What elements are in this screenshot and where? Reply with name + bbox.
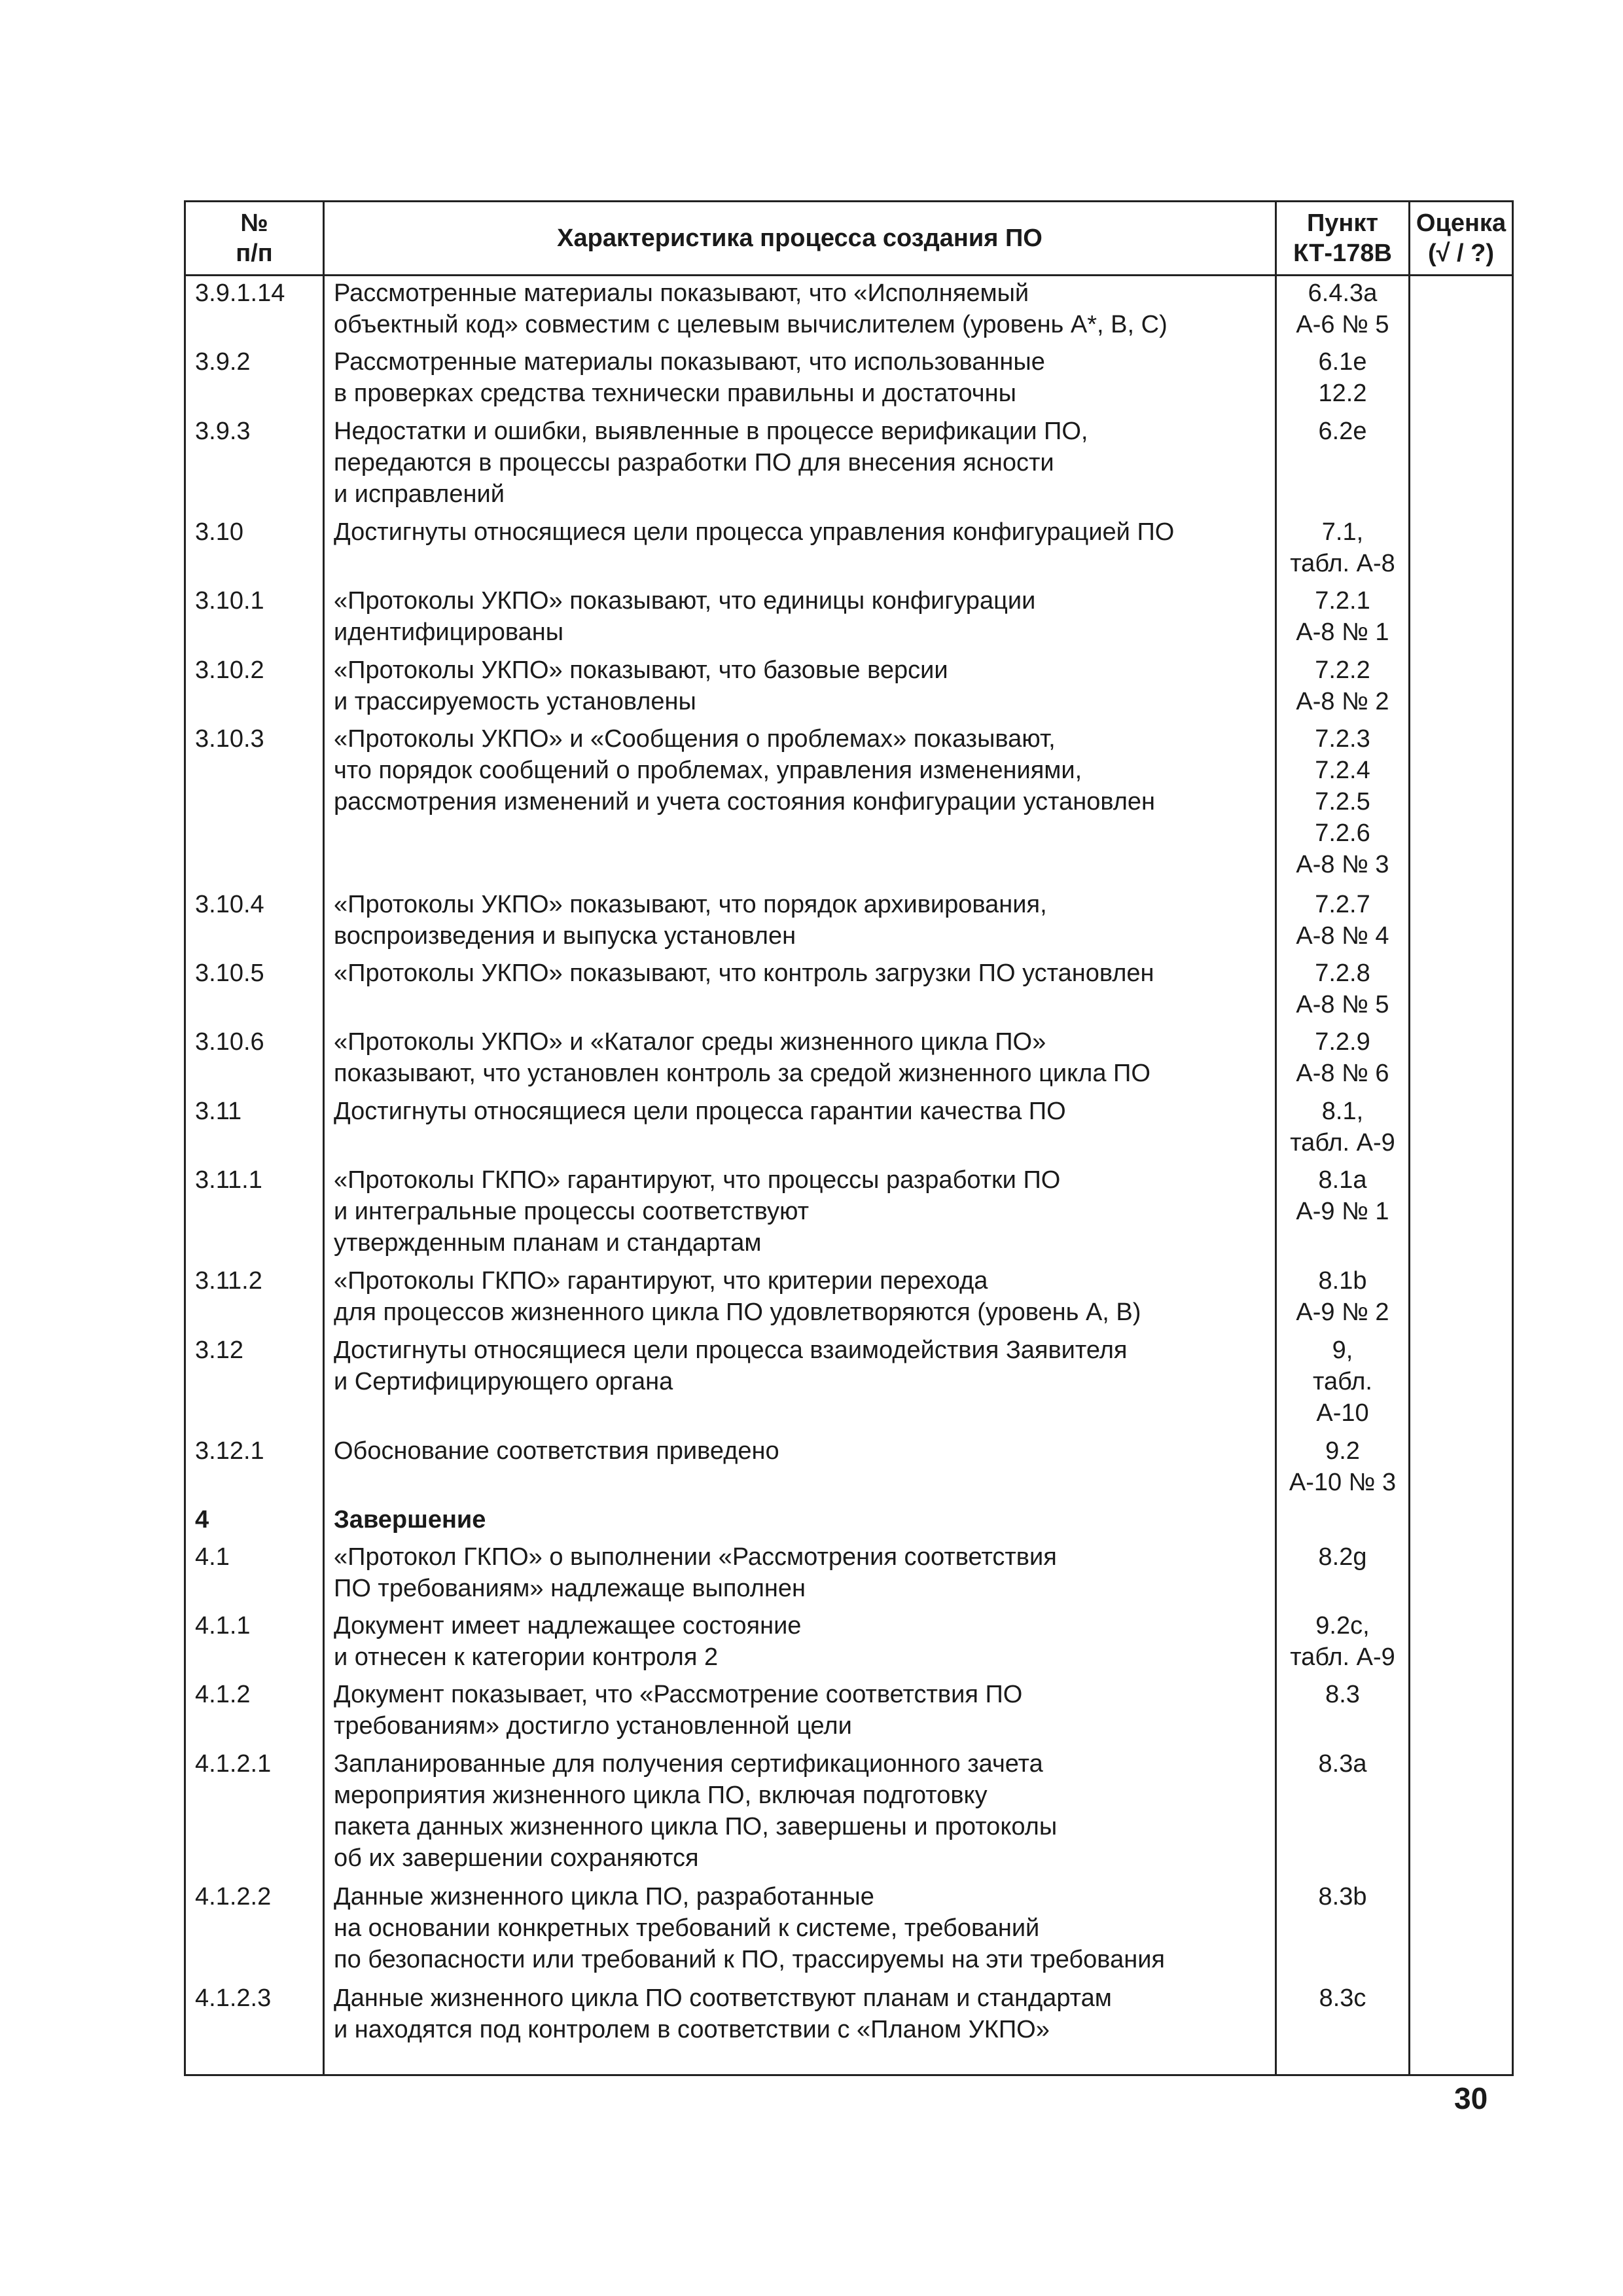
- row-number: [185, 1540, 324, 1609]
- table-row: [185, 1434, 1513, 1503]
- row-reference: [1276, 1434, 1410, 1503]
- filler-cell: [185, 2050, 324, 2075]
- row-number: [185, 1434, 324, 1503]
- row-reference: [1276, 276, 1410, 346]
- row-description-text: Рассмотренные материалы показывают, что использованные в проверках средства технически правильны и достаточны: [334, 348, 1045, 408]
- row-description: [324, 722, 1276, 888]
- row-reference-text: 7.2.1 А-8 № 1: [1296, 587, 1389, 647]
- table-row: [185, 1163, 1513, 1264]
- row-description: [324, 1677, 1276, 1746]
- row-description-text: Достигнуты относящиеся цели процесса взаимодействия Заявителя и Сертифицирующего органа: [334, 1336, 1128, 1395]
- row-number-text: 3.10.3: [195, 725, 264, 753]
- row-description-text: Документ имеет надлежащее состояние и отнесен к категории контроля 2: [334, 1612, 802, 1671]
- row-reference-text: 7.2.3 7.2.4 7.2.5 7.2.6 А-8 № 3: [1296, 725, 1389, 879]
- row-description: [324, 956, 1276, 1025]
- row-description: [324, 888, 1276, 956]
- row-description: [324, 276, 1276, 346]
- row-grade: [1410, 1163, 1513, 1264]
- row-number: [185, 345, 324, 414]
- row-description: [324, 1503, 1276, 1539]
- row-reference-text: 8.3b: [1318, 1883, 1367, 1911]
- row-grade: [1410, 1025, 1513, 1094]
- filler-cell: [1410, 2050, 1513, 2075]
- row-number-text: 4.1: [195, 1543, 230, 1571]
- row-reference: [1276, 345, 1410, 414]
- row-description: [324, 1163, 1276, 1264]
- row-description-text: Недостатки и ошибки, выявленные в процессе верификации ПО, передаются в процессы разработки ПО для внесения ясности и исправлений: [334, 417, 1088, 508]
- row-reference: [1276, 515, 1410, 584]
- row-reference-text: 7.2.9 А-8 № 6: [1296, 1028, 1389, 1088]
- row-reference-text: 8.1a А-9 № 1: [1296, 1166, 1389, 1225]
- table-row: [185, 1747, 1513, 1880]
- row-number: [185, 276, 324, 346]
- row-description: [324, 1981, 1276, 2050]
- row-number: [185, 1333, 324, 1434]
- row-reference: [1276, 1333, 1410, 1434]
- row-reference: [1276, 1540, 1410, 1609]
- row-reference-text: 8.1b А-9 № 2: [1296, 1267, 1389, 1327]
- row-number: [185, 1264, 324, 1333]
- table-row: [185, 414, 1513, 515]
- table-row: [185, 515, 1513, 584]
- header-description: Характеристика процесса создания ПО: [324, 202, 1276, 276]
- table-row: [185, 1503, 1513, 1539]
- row-description-text: «Протоколы УКПО» показывают, что базовые версии и трассируемость установлены: [334, 656, 948, 715]
- row-grade: [1410, 653, 1513, 722]
- table-row: [185, 276, 1513, 346]
- table-row: [185, 1094, 1513, 1163]
- row-reference: [1276, 1609, 1410, 1677]
- row-description: [324, 584, 1276, 653]
- table-row: [185, 1609, 1513, 1677]
- table-row: [185, 1025, 1513, 1094]
- row-number: [185, 956, 324, 1025]
- table-row: [185, 1880, 1513, 1981]
- row-reference: [1276, 1264, 1410, 1333]
- filler-cell: [324, 2050, 1276, 2075]
- row-description-text: «Протоколы УКПО» и «Сообщения о проблемах» показывают, что порядок сообщений о проблемах, управления изменениями, рассмотрения изменений и учета состояния конфигурации установлен: [334, 725, 1156, 816]
- row-number: [185, 1163, 324, 1264]
- page-number: 30: [1454, 2081, 1488, 2115]
- row-grade: [1410, 276, 1513, 346]
- row-number-text: 3.9.2: [195, 348, 251, 376]
- row-description-text: Достигнуты относящиеся цели процесса гарантии качества ПО: [334, 1097, 1066, 1125]
- table-row: [185, 1981, 1513, 2050]
- row-reference-text: 7.2.2 А-8 № 2: [1296, 656, 1389, 715]
- row-description-text: Данные жизненного цикла ПО, разработанные на основании конкретных требований к системе, требований по безопасности или требований к ПО, трассируемы на эти требования: [334, 1883, 1165, 1974]
- row-reference: [1276, 1094, 1410, 1163]
- row-grade: [1410, 1981, 1513, 2050]
- row-description-text: Рассмотренные материалы показывают, что «Исполняемый объектный код» совместим с целевым вычислителем (уровень А*, В, С): [334, 279, 1168, 338]
- row-number-text: 4.1.2.1: [195, 1749, 272, 1778]
- header-reference: Пункт КТ-178В: [1276, 202, 1410, 276]
- row-grade: [1410, 1609, 1513, 1677]
- row-grade: [1410, 1503, 1513, 1539]
- table-row: [185, 956, 1513, 1025]
- header-num: № п/п: [185, 202, 324, 276]
- row-reference: [1276, 1981, 1410, 2050]
- criteria-table: [184, 200, 1514, 2076]
- table-row: [185, 1677, 1513, 1746]
- row-description-text: «Протоколы УКПО» показывают, что контроль загрузки ПО установлен: [334, 959, 1154, 987]
- row-grade: [1410, 584, 1513, 653]
- row-number: [185, 1609, 324, 1677]
- row-grade: [1410, 1434, 1513, 1503]
- row-reference: [1276, 956, 1410, 1025]
- row-description-text: «Протоколы УКПО» и «Каталог среды жизненного цикла ПО» показывают, что установлен контроль за средой жизненного цикла ПО: [334, 1028, 1150, 1088]
- row-number: [185, 1503, 324, 1539]
- row-number-text: 3.12.1: [195, 1437, 264, 1465]
- row-reference-text: 9.2c, табл. А-9: [1290, 1612, 1395, 1671]
- row-reference-text: 8.1, табл. А-9: [1290, 1097, 1395, 1157]
- row-number: [185, 414, 324, 515]
- row-description: [324, 515, 1276, 584]
- row-reference: [1276, 1503, 1410, 1539]
- row-grade: [1410, 956, 1513, 1025]
- row-reference-text: 7.1, табл. А-8: [1290, 518, 1395, 578]
- row-description-text: «Протоколы УКПО» показывают, что единицы конфигурации идентифицированы: [334, 587, 1036, 647]
- row-description-text: «Протоколы ГКПО» гарантируют, что критерии перехода для процессов жизненного цикла ПО удовлетворяются (уровень А, В): [334, 1267, 1141, 1327]
- row-number-text: 3.11: [195, 1097, 242, 1125]
- row-number-text: 3.12: [195, 1336, 243, 1364]
- row-reference: [1276, 1025, 1410, 1094]
- row-description: [324, 1434, 1276, 1503]
- row-grade: [1410, 1677, 1513, 1746]
- row-description: [324, 414, 1276, 515]
- row-number: [185, 1094, 324, 1163]
- row-number-text: 4.1.2.3: [195, 1984, 272, 2012]
- row-description-text: «Протокол ГКПО» о выполнении «Рассмотрения соответствия ПО требованиям» надлежаще выполнен: [334, 1543, 1057, 1602]
- row-grade: [1410, 722, 1513, 888]
- row-grade: [1410, 345, 1513, 414]
- row-number-text: 4: [195, 1506, 209, 1534]
- row-reference-text: 6.2e: [1318, 417, 1367, 445]
- row-number: [185, 653, 324, 722]
- row-reference: [1276, 414, 1410, 515]
- row-reference-text: 8.2g: [1318, 1543, 1367, 1571]
- row-number-text: 3.10.4: [195, 890, 264, 918]
- row-grade: [1410, 888, 1513, 956]
- row-number-text: 3.10: [195, 518, 243, 547]
- table-row: [185, 888, 1513, 956]
- row-number-text: 3.11.2: [195, 1267, 262, 1295]
- row-number-text: 4.1.2.2: [195, 1883, 272, 1911]
- row-reference: [1276, 584, 1410, 653]
- row-number-text: 4.1.1: [195, 1612, 251, 1640]
- row-description-text: «Протоколы ГКПО» гарантируют, что процессы разработки ПО и интегральные процессы соответствуют утвержденным планам и стандартам: [334, 1166, 1061, 1257]
- row-number-text: 3.9.1.14: [195, 279, 285, 307]
- row-description: [324, 1609, 1276, 1677]
- row-number: [185, 1677, 324, 1746]
- row-number: [185, 515, 324, 584]
- table-row: [185, 345, 1513, 414]
- row-reference-text: 7.2.7 А-8 № 4: [1296, 890, 1389, 950]
- row-number-text: 3.10.1: [195, 587, 264, 615]
- row-number: [185, 722, 324, 888]
- row-description: [324, 1264, 1276, 1333]
- row-number-text: 3.10.6: [195, 1028, 264, 1056]
- row-number-text: 3.10.2: [195, 656, 264, 684]
- row-description-text: Данные жизненного цикла ПО соответствуют планам и стандартам и находятся под контролем в соответствии с «Планом УКПО»: [334, 1984, 1112, 2043]
- table-row: [185, 1540, 1513, 1609]
- table-row: [185, 1333, 1513, 1434]
- row-description: [324, 1747, 1276, 1880]
- row-grade: [1410, 515, 1513, 584]
- row-reference-text: 9.2 А-10 № 3: [1289, 1437, 1397, 1497]
- header-grade: Оценка (√ / ?): [1410, 202, 1513, 276]
- row-description: [324, 1333, 1276, 1434]
- row-description-text: Достигнуты относящиеся цели процесса управления конфигурацией ПО: [334, 518, 1175, 547]
- row-number: [185, 1025, 324, 1094]
- row-grade: [1410, 1880, 1513, 1981]
- row-grade: [1410, 1264, 1513, 1333]
- row-description: [324, 1025, 1276, 1094]
- row-description-text: Завершение: [334, 1506, 486, 1534]
- row-number-text: 3.10.5: [195, 959, 264, 987]
- row-reference-text: 8.3c: [1319, 1984, 1366, 2012]
- row-reference-text: 8.3a: [1318, 1749, 1367, 1778]
- table-row: [185, 722, 1513, 888]
- row-grade: [1410, 414, 1513, 515]
- row-number-text: 4.1.2: [195, 1681, 251, 1709]
- table-row: [185, 653, 1513, 722]
- row-reference-text: 9, табл. А-10: [1313, 1336, 1372, 1427]
- row-reference: [1276, 1880, 1410, 1981]
- row-reference: [1276, 653, 1410, 722]
- row-reference: [1276, 1677, 1410, 1746]
- row-grade: [1410, 1333, 1513, 1434]
- row-reference: [1276, 1163, 1410, 1264]
- row-number: [185, 888, 324, 956]
- row-description-text: «Протоколы УКПО» показывают, что порядок архивирования, воспроизведения и выпуска установлен: [334, 890, 1047, 950]
- row-description: [324, 1880, 1276, 1981]
- row-number: [185, 1880, 324, 1981]
- row-reference-text: 6.4.3a А-6 № 5: [1296, 279, 1389, 338]
- row-grade: [1410, 1094, 1513, 1163]
- row-reference: [1276, 722, 1410, 888]
- filler-cell: [1276, 2050, 1410, 2075]
- table-row: [185, 584, 1513, 653]
- row-number: [185, 1747, 324, 1880]
- row-reference-text: 7.2.8 А-8 № 5: [1296, 959, 1389, 1018]
- row-reference: [1276, 888, 1410, 956]
- row-reference-text: 8.3: [1325, 1681, 1360, 1709]
- table-row: [185, 1264, 1513, 1333]
- row-grade: [1410, 1540, 1513, 1609]
- row-number-text: 3.11.1: [195, 1166, 262, 1194]
- row-reference: [1276, 1747, 1410, 1880]
- table-filler-row: [185, 2050, 1513, 2075]
- row-reference-text: 6.1e 12.2: [1318, 348, 1367, 408]
- row-number: [185, 584, 324, 653]
- row-description-text: Документ показывает, что «Рассмотрение соответствия ПО требованиям» достигло установленной цели: [334, 1681, 1023, 1740]
- row-description: [324, 1094, 1276, 1163]
- row-description: [324, 653, 1276, 722]
- row-description-text: Запланированные для получения сертификационного зачета мероприятия жизненного цикла ПО, включая подготовку пакета данных жизненного цикла ПО, завершены и протоколы об их завершении сохраняются: [334, 1749, 1058, 1872]
- row-number: [185, 1981, 324, 2050]
- table-header-row: [185, 202, 1513, 276]
- row-description: [324, 345, 1276, 414]
- row-description: [324, 1540, 1276, 1609]
- row-number-text: 3.9.3: [195, 417, 251, 445]
- row-description-text: Обоснование соответствия приведено: [334, 1437, 779, 1465]
- row-grade: [1410, 1747, 1513, 1880]
